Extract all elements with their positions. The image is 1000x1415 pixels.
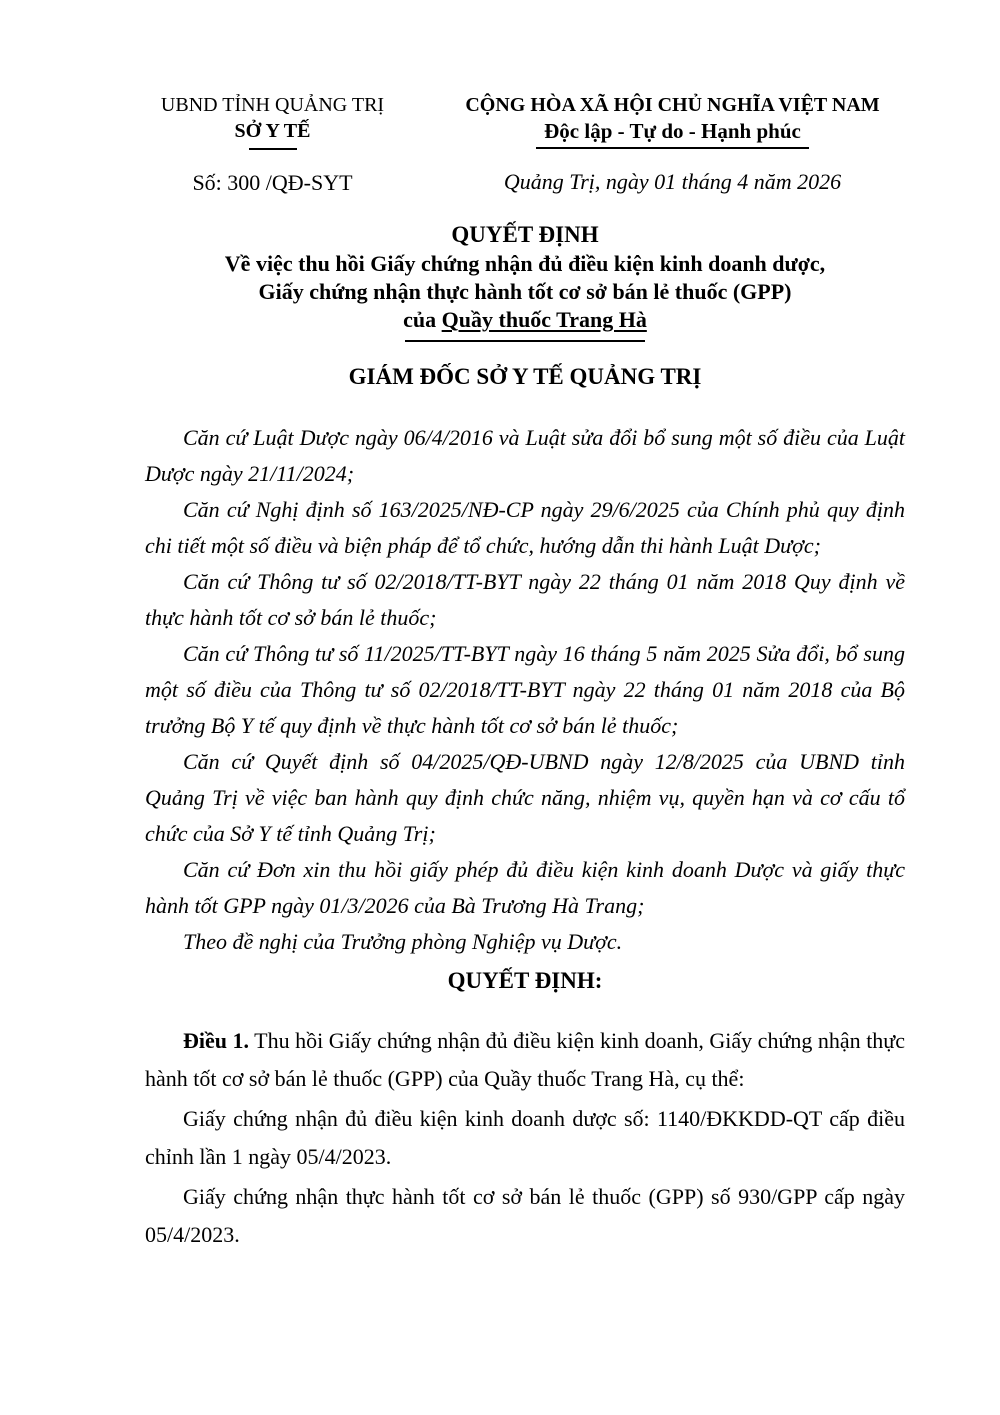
issuing-agency-block <box>145 92 400 196</box>
citation-paragraph-1: Căn cứ Luật Dược ngày 06/4/2016 và Luật sửa đổi bổ sung một số điều của Luật Dược ngày 21/11/2024; <box>145 425 905 486</box>
national-motto: Độc lập - Tự do - Hạnh phúc <box>536 118 809 149</box>
subject-line-1: Về việc thu hồi Giấy chứng nhận đủ điều kiện kinh doanh dược, <box>224 251 826 276</box>
place-date-line: Quảng Trị, ngày 01 tháng 4 năm 2026 <box>503 169 842 194</box>
decision-heading: QUYẾT ĐỊNH: <box>447 968 603 993</box>
preamble-section <box>145 420 905 960</box>
article-1-detail-business-license: Giấy chứng nhận đủ điều kiện kinh doanh dược số: 1140/ĐKKDD-QT cấp điều chỉnh lần 1 ngày 05/4/2023. <box>145 1106 905 1169</box>
article-1-paragraph <box>145 1022 905 1098</box>
citation-paragraph-7: Theo đề nghị của Trưởng phòng Nghiệp vụ Dược. <box>183 929 623 954</box>
article-1-label: Điều 1. <box>183 1028 250 1053</box>
decision-body <box>145 1022 905 1254</box>
issuing-authority-heading: GIÁM ĐỐC SỞ Y TẾ QUẢNG TRỊ <box>348 364 702 389</box>
national-motto-block <box>440 92 905 195</box>
agency-parent-name: UBND TỈNH QUẢNG TRỊ <box>160 94 385 116</box>
agency-underline-rule <box>249 148 297 150</box>
subject-line-3-prefix: của <box>403 307 442 332</box>
motto-line <box>440 118 905 149</box>
citation-paragraph-6: Căn cứ Đơn xin thu hồi giấy phép đủ điều kiện kinh doanh Dược và giấy thực hành tốt GPP ngày 01/3/2026 của Bà Trương Hà Trang; <box>145 857 905 918</box>
title-block <box>145 220 905 392</box>
citation-paragraph-4: Căn cứ Thông tư số 11/2025/TT-BYT ngày 16 tháng 5 năm 2025 Sửa đổi, bổ sung một số điều của Thông tư số 02/2018/TT-BYT ngày 22 tháng 01 năm 2018 của Bộ trưởng Bộ Y tế quy định về thực hành tốt cơ sở bán lẻ thuốc; <box>145 641 905 738</box>
country-name: CỘNG HÒA XÃ HỘI CHỦ NGHĨA VIỆT NAM <box>465 94 880 116</box>
title-separator-rule <box>405 340 645 342</box>
pharmacy-name: Quầy thuốc Trang Hà <box>441 307 647 332</box>
citation-paragraph-3: Căn cứ Thông tư số 02/2018/TT-BYT ngày 22 tháng 01 năm 2018 Quy định về thực hành tốt cơ sở bán lẻ thuốc; <box>145 569 905 630</box>
document-type-heading: QUYẾT ĐỊNH <box>451 222 599 247</box>
citation-paragraph-5: Căn cứ Quyết định số 04/2025/QĐ-UBND ngày 12/8/2025 của UBND tỉnh Quảng Trị về việc ban hành quy định chức năng, nhiệm vụ, quyền hạn và cơ cấu tổ chức của Sở Y tế tỉnh Quảng Trị; <box>145 749 905 846</box>
agency-name: SỞ Y TẾ <box>234 120 311 142</box>
subject-line-3 <box>145 306 905 334</box>
article-1-text: Thu hồi Giấy chứng nhận đủ điều kiện kinh doanh, Giấy chứng nhận thực hành tốt cơ sở bán lẻ thuốc (GPP) của Quầy thuốc Trang Hà, cụ thể: <box>145 1028 905 1091</box>
citation-paragraph-2: Căn cứ Nghị định số 163/2025/NĐ-CP ngày 29/6/2025 của Chính phủ quy định chi tiết một số điều và biện pháp để tổ chức, hướng dẫn thi hành Luật Dược; <box>145 497 905 558</box>
document-header <box>145 92 905 196</box>
article-1-detail-gpp-certificate: Giấy chứng nhận thực hành tốt cơ sở bán lẻ thuốc (GPP) số 930/GPP cấp ngày 05/4/2023. <box>145 1184 905 1247</box>
document-number: Số: 300 /QĐ-SYT <box>192 170 353 195</box>
subject-line-2: Giấy chứng nhận thực hành tốt cơ sở bán lẻ thuốc (GPP) <box>258 279 792 304</box>
